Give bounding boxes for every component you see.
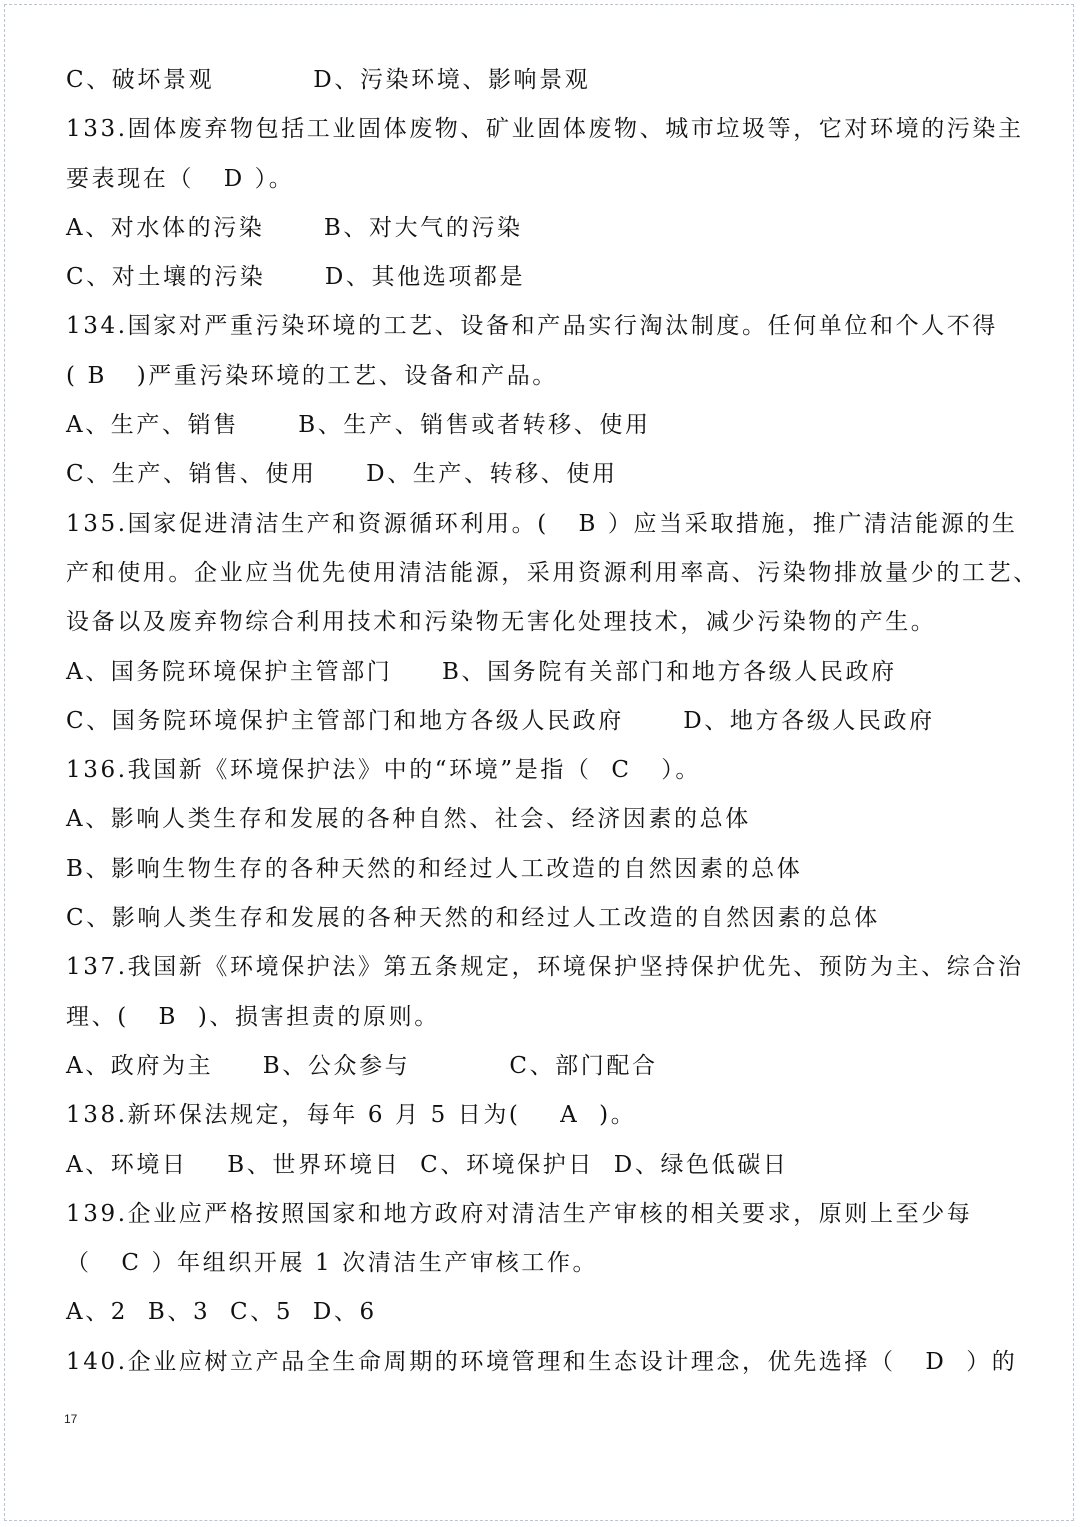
text-line: C、国务院环境保护主管部门和地方各级人民政府 D、地方各级人民政府	[66, 707, 935, 734]
text-line: 产和使用。企业应当优先使用清洁能源，采用资源利用率高、污染物排放量少的工艺、	[66, 559, 1039, 586]
text-line: 设备以及废弃物综合利用技术和污染物无害化处理技术，减少污染物的产生。	[66, 609, 937, 636]
text-line: A、生产、销售 B、生产、销售或者转移、使用	[66, 412, 651, 439]
text-line: 138.新环保法规定，每年 6 月 5 日为( A )。	[66, 1102, 637, 1129]
text-line: 理、( B )、损害担责的原则。	[66, 1003, 440, 1030]
text-line: C、对土壤的污染 D、其他选项都是	[66, 264, 526, 291]
text-line: A、环境日 B、世界环境日 C、环境保护日 D、绿色低碳日	[66, 1151, 789, 1178]
text-line: A、2 B、3 C、5 D、6	[66, 1299, 377, 1326]
text-line: C、破坏景观 D、污染环境、影响景观	[66, 67, 591, 93]
text-line: 137.我国新《环境保护法》第五条规定，环境保护坚持保护优先、预防为主、综合治	[66, 954, 1024, 981]
text-line: C、生产、销售、使用 D、生产、转移、使用	[66, 461, 618, 488]
text-line: 要表现在（ D ）。	[66, 165, 295, 192]
text-line: 134.国家对严重污染环境的工艺、设备和产品实行淘汰制度。任何单位和个人不得	[66, 313, 999, 340]
text-line: ( B )严重污染环境的工艺、设备和产品。	[66, 362, 558, 389]
text-line: A、政府为主 B、公众参与 C、部门配合	[66, 1052, 658, 1079]
text-line: A、影响人类生存和发展的各种自然、社会、经济因素的总体	[66, 806, 751, 833]
page-number: 17	[64, 1412, 78, 1426]
text-line: （ C ）年组织开展 1 次清洁生产审核工作。	[66, 1250, 599, 1277]
text-line: A、对水体的污染 B、对大气的污染	[66, 214, 523, 241]
text-line: C、影响人类生存和发展的各种天然的和经过人工改造的自然因素的总体	[66, 905, 880, 932]
text-line: 135.国家促进清洁生产和资源循环利用。( B ）应当采取措施，推广清洁能源的生	[66, 510, 1018, 537]
text-line: A、国务院环境保护主管部门 B、国务院有关部门和地方各级人民政府	[66, 658, 897, 685]
text-line: B、影响生物生存的各种天然的和经过人工改造的自然因素的总体	[66, 855, 803, 882]
text-line: 136.我国新《环境保护法》中的“环境”是指（ C ）。	[66, 757, 701, 784]
text-line: 133.固体废弃物包括工业固体废物、矿业固体废物、城市垃圾等，它对环境的污染主	[66, 116, 1024, 143]
text-line: 140.企业应树立产品全生命周期的环境管理和生态设计理念，优先选择（ D ）的	[66, 1348, 1018, 1375]
text-line: 139.企业应严格按照国家和地方政府对清洁生产审核的相关要求，原则上至少每	[66, 1200, 973, 1227]
document-body	[66, 56, 1039, 1387]
